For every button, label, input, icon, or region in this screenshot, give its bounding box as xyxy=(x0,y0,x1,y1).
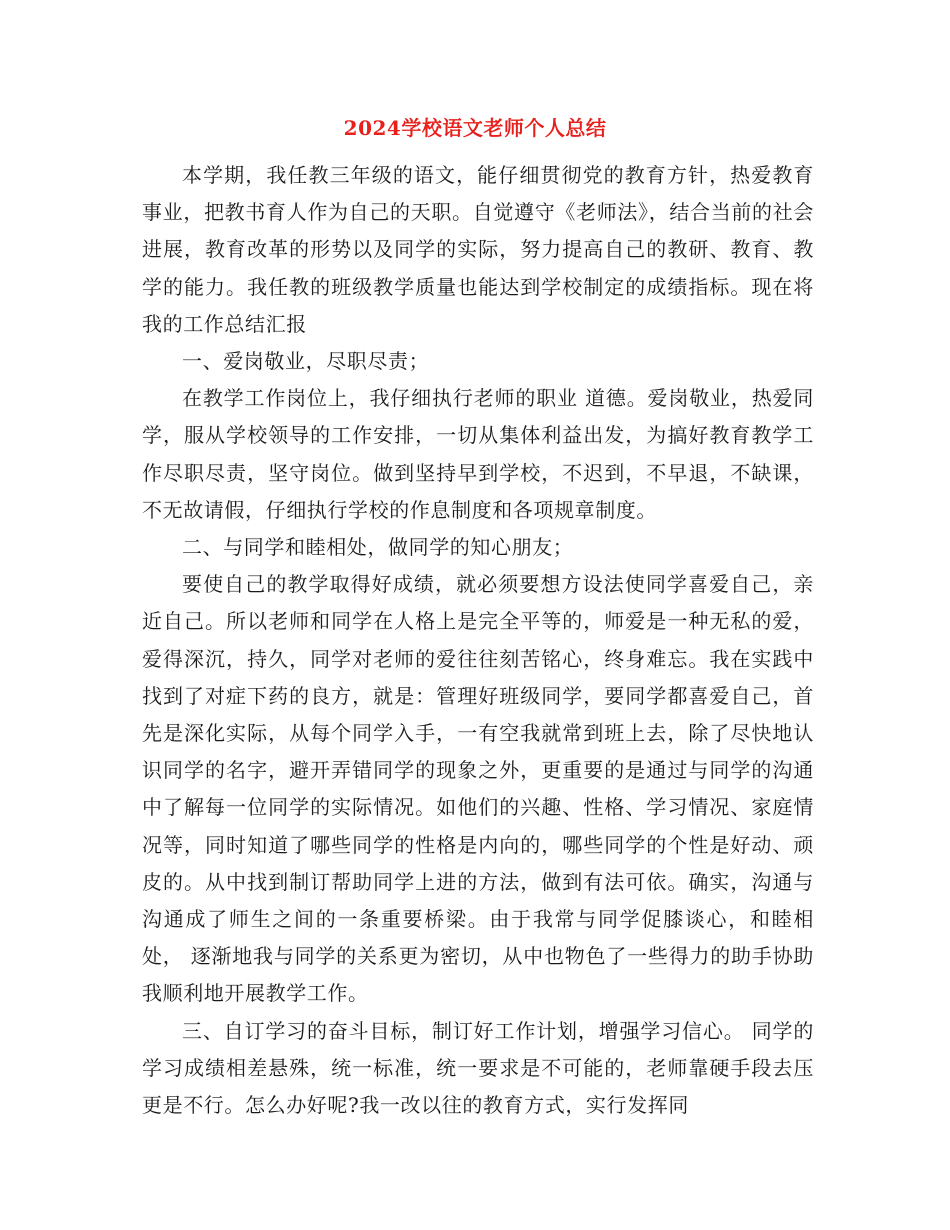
document-title: 2024学校语文老师个人总结 xyxy=(343,116,607,140)
section-paragraph-2: 要使自己的教学取得好成绩，就必须要想方设法使同学喜爱自己，亲近自己。所以老师和同学在人格上是完全平等的，师爱是一种无私的爱，爱得深沉，持久，同学对老师的爱往往刻苦铭心，终身难忘。我在实践中找到了对症下药的良方，就是：管理好班级同学，要同学都喜爱自己，首先是深化实际，从每个同学入手，一有空我就常到班上去，除了尽快地认识同学的名字，避开弄错同学的现象之外，更重要的是通过与同学的沟通中了解每一位同学的实际情况。如他们的兴趣、性格、学习情况、家庭情况等，同时知道了哪些同学的性格是内向的，哪些同学的个性是好动、顽皮的。从中找到制订帮助同学上进的方法，做到有法可依。确实，沟通与沟通成了师生之间的一条重要桥梁。由于我常与同学促膝谈心，和睦相处， 逐渐地我与同学的关系更为密切，从中也物色了一些得力的助手协助我顺利地开展教学工作。 xyxy=(142,572,814,1006)
document-body xyxy=(142,157,814,1124)
section-heading-1: 一、爱岗敬业，尽职尽责； xyxy=(182,349,430,374)
section-heading-2: 二、与同学和睦相处，做同学的知心朋友； xyxy=(182,535,574,560)
section-paragraph-3: 三、自订学习的奋斗目标，制订好工作计划，增强学习信心。 同学的学习成绩相差悬殊，统一标准，统一要求是不可能的，老师靠硬手段去压更是不行。怎么办好呢?我一改以往的教育方式，实行发挥同 xyxy=(142,1018,814,1118)
intro-paragraph: 本学期，我任教三年级的语文，能仔细贯彻党的教育方针，热爱教育事业，把教书育人作为自己的天职。自觉遵守《老师法》，结合当前的社会进展，教育改革的形势以及同学的实际，努力提高自己的教研、教育、教学的能力。我任教的班级教学质量也能达到学校制定的成绩指标。现在将我的工作总结汇报 xyxy=(142,163,814,336)
section-paragraph-1: 在教学工作岗位上，我仔细执行老师的职业 道德。爱岗敬业，热爱同学，服从学校领导的工作安排，一切从集体利益出发，为搞好教育教学工作尽职尽责，坚守岗位。做到坚持早到学校，不迟到，不早退，不缺课，不无故请假，仔细执行学校的作息制度和各项规章制度。 xyxy=(142,386,814,522)
